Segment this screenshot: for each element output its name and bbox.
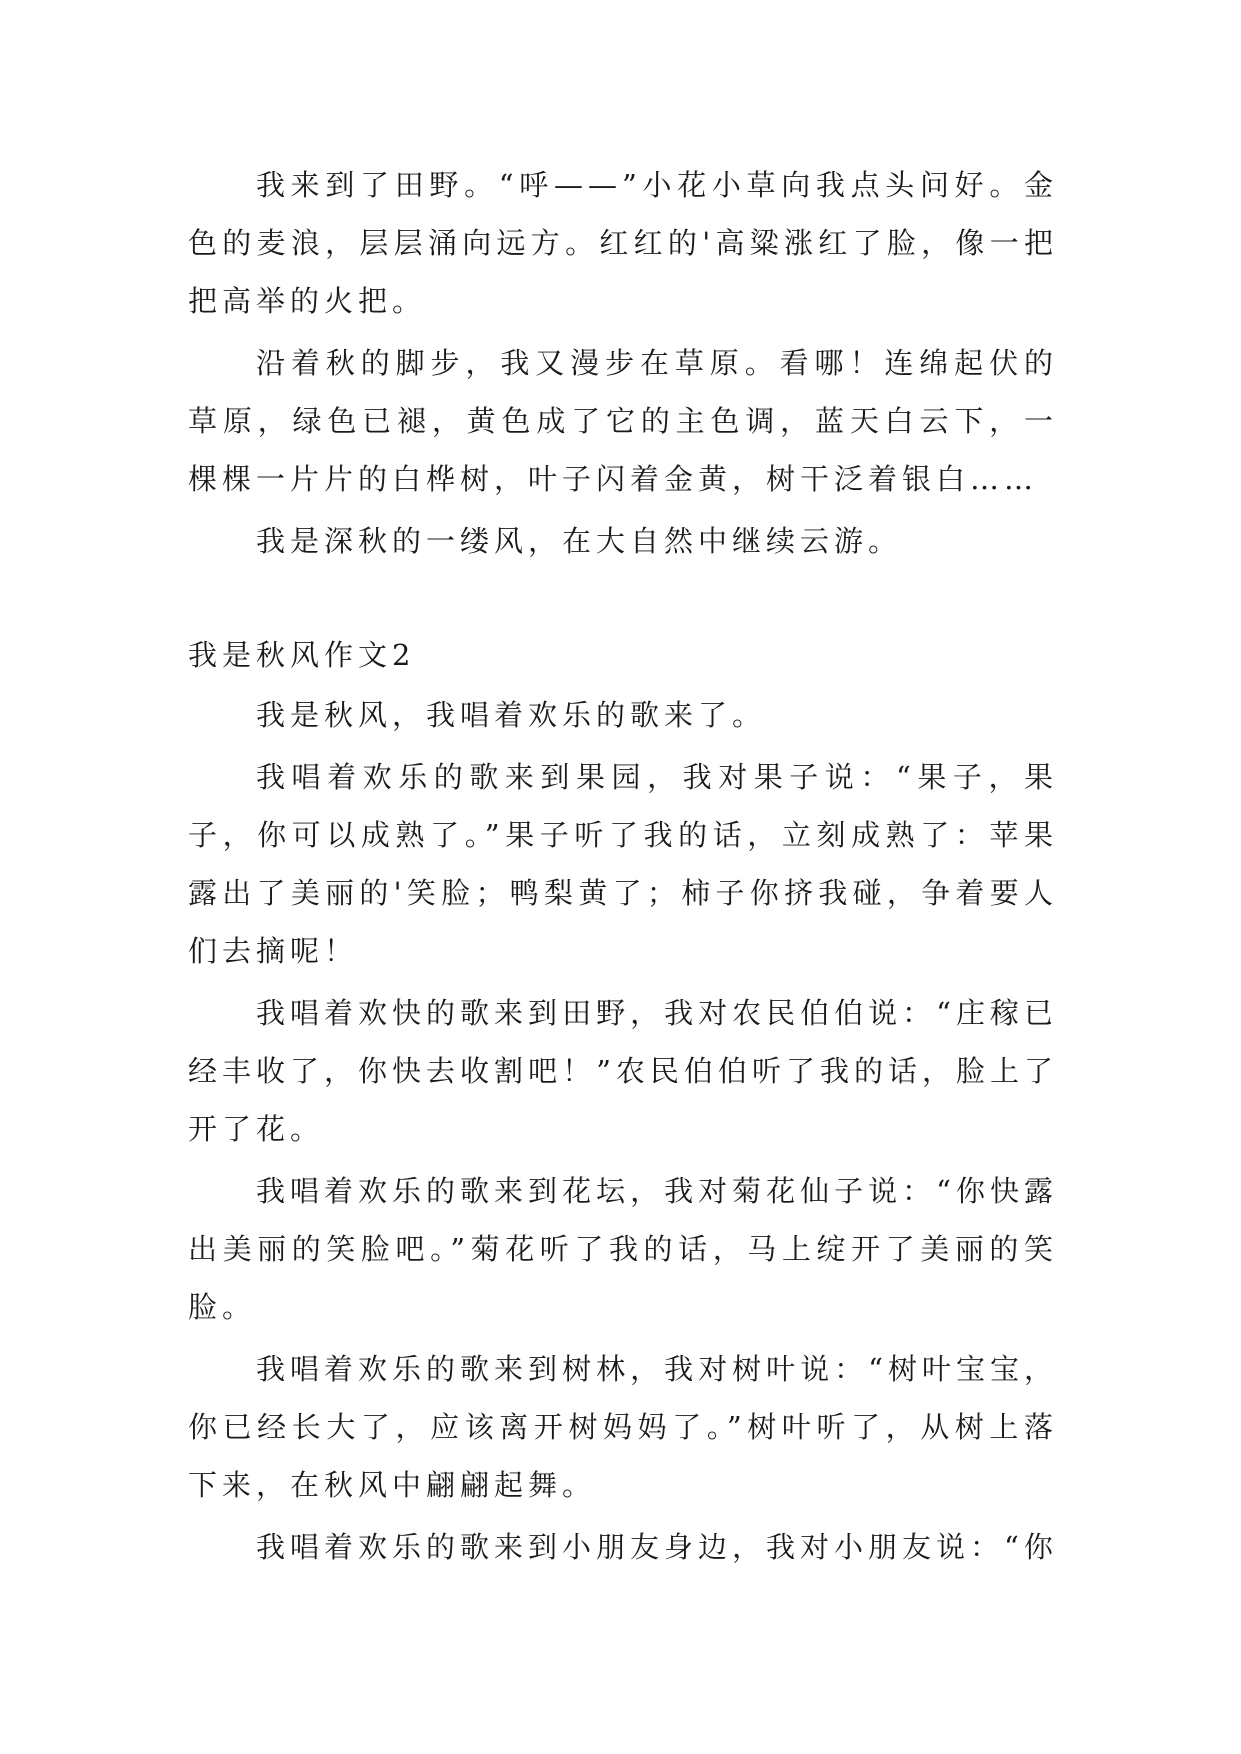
paragraph: 我唱着欢乐的歌来到果园，我对果子说：“果子，果子，你可以成熟了。”果子听了我的话，立刻成熟了：苹果露出了美丽的'笑脸；鸭梨黄了；柿子你挤我碰，争着要人们去摘呢！ [188, 760, 1058, 968]
paragraph: 我来到了田野。“呼——”小花小草向我点头问好。金色的麦浪，层层涌向远方。红红的'高粱涨红了脸，像一把把高举的火把。 [188, 168, 1058, 318]
paragraph: 我唱着欢快的歌来到田野，我对农民伯伯说：“庄稼已经丰收了，你快去收割吧！”农民伯伯听了我的话，脸上了开了花。 [188, 996, 1058, 1146]
paragraph: 我是秋风，我唱着欢乐的歌来了。 [256, 698, 767, 732]
paragraph: 我唱着欢乐的歌来到小朋友身边，我对小朋友说：“你 [256, 1530, 1058, 1564]
paragraph: 我唱着欢乐的歌来到花坛，我对菊花仙子说：“你快露出美丽的笑脸吧。”菊花听了我的话，马上绽开了美丽的笑脸。 [188, 1174, 1058, 1324]
paragraph: 沿着秋的脚步，我又漫步在草原。看哪！连绵起伏的草原，绿色已褪，黄色成了它的主色调，蓝天白云下，一棵棵一片片的白桦树，叶子闪着金黄，树干泛着银白…… [188, 346, 1058, 496]
document-body [188, 156, 1058, 1580]
paragraph: 我唱着欢乐的歌来到树林，我对树叶说：“树叶宝宝，你已经长大了，应该离开树妈妈了。”树叶听了，从树上落下来，在秋风中翩翩起舞。 [188, 1352, 1058, 1502]
paragraph: 我是深秋的一缕风，在大自然中继续云游。 [256, 524, 903, 558]
section-title: 我是秋风作文2 [188, 638, 416, 672]
